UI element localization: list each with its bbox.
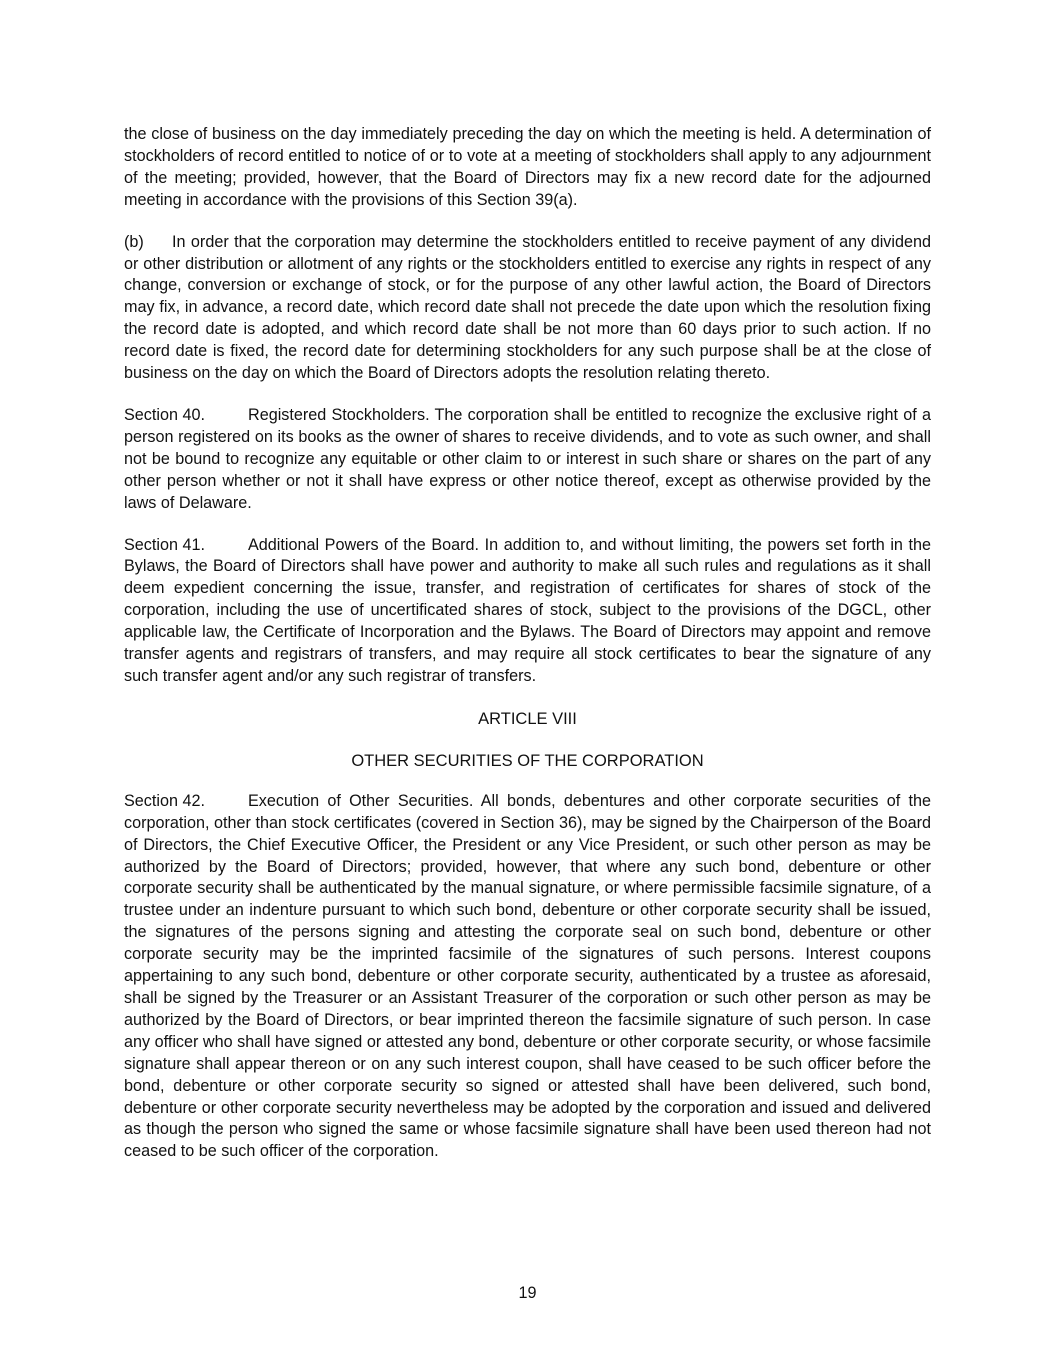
document-page [124,124,931,1183]
page-number: 19 [518,1284,537,1302]
section-42 [124,791,931,1163]
article-heading: ARTICLE VIII [478,709,577,728]
section-title: Additional Powers of the Board. [248,535,480,554]
section-41 [124,535,931,688]
paragraph-39b [124,232,931,385]
section-number: Section 41. [124,535,205,554]
paragraph-39a-continuation: the close of business on the day immediately preceding the day on which the meeting is held. A determination of stockholders of record entitled to notice of or to vote at a meeting of stockholders shall apply to any adjournment of the meeting; provided, however, that the Board of Directors may fix a new record date for the adjourned meeting in accordance with the provisions of this Section 39(a). [124,125,931,209]
section-text: The corporation shall be entitled to recognize the exclusive right of a person registered on its books as the owner of shares to receive dividends, and to vote as such owner, and shall not be bound to recognize any equitable or other claim to or interest in such share or shares on the part of any other person whether or not it shall have express or other notice thereof, except as otherwise provided by the laws of Delaware. [124,405,931,512]
subsection-label: (b) [124,232,144,251]
section-number: Section 42. [124,791,205,810]
section-text: In addition to, and without limiting, the powers set forth in the Bylaws, the Board of Directors shall have power and authority to make all such rules and regulations as it shall deem expedient concerning the issue, transfer, and registration of certificates for shares of stock of the corporation, including the use of uncertificated shares of stock, subject to the provisions of the DGCL, other applicable law, the Certificate of Incorporation and the Bylaws. The Board of Directors may appoint and remove transfer agents and registrars of transfers, and may require all stock certificates to bear the signature of any such transfer agent and/or any such registrar of transfers. [124,535,931,685]
section-title: Execution of Other Securities. [248,791,474,810]
paragraph-text: In order that the corporation may determine the stockholders entitled to receive payment of any dividend or other distribution or allotment of any rights or the stockholders entitled to exercise any rights in respect of any change, conversion or exchange of stock, or for the purpose of any other lawful action, the Board of Directors may fix, in advance, a record date, which record date shall not precede the date upon which the resolution fixing the record date is adopted, and which record date shall be not more than 60 days prior to such action. If no record date is fixed, the record date for determining stockholders for any such purpose shall be at the close of business on the day on which the Board of Directors adopts the resolution relating thereto. [124,232,931,383]
section-40 [124,405,931,515]
section-number: Section 40. [124,405,205,424]
section-title: Registered Stockholders. [248,405,430,424]
article-title: OTHER SECURITIES OF THE CORPORATION [351,751,704,770]
section-text: All bonds, debentures and other corporate securities of the corporation, other than stock certificates (covered in Section 36), may be signed by the Chairperson of the Board of Directors, the Chief Executive Officer, the President or any Vice President, or such other person as may be authorized by the Board of Directors; provided, however, that where any such bond, debenture or other corporate security shall be authenticated by the manual signature, or where permissible facsimile signature, of a trustee under an indenture pursuant to which such bond, debenture or other corporate security shall be issued, the signatures of the persons signing and attesting the corporate seal on such bond, debenture or other corporate security may be the imprinted facsimile of the signatures of such persons. Interest coupons appertaining to any such bond, debenture or other corporate security, authenticated by a trustee as aforesaid, shall be signed by the Treasurer or an Assistant Treasurer of the corporation or such other person as may be authorized by the Board of Directors, or bear imprinted thereon the facsimile signature of such person. In case any officer who shall have signed or attested any bond, debenture or other corporate security, or whose facsimile signature shall appear thereon or on any such interest coupon, shall have ceased to be such officer before the bond, debenture or other corporate security so signed or attested shall have been delivered, such bond, debenture or other corporate security nevertheless may be adopted by the corporation and issued and delivered as though the person who signed the same or whose facsimile signature shall have been used thereon had not ceased to be such officer of the corporation. [124,791,931,1161]
